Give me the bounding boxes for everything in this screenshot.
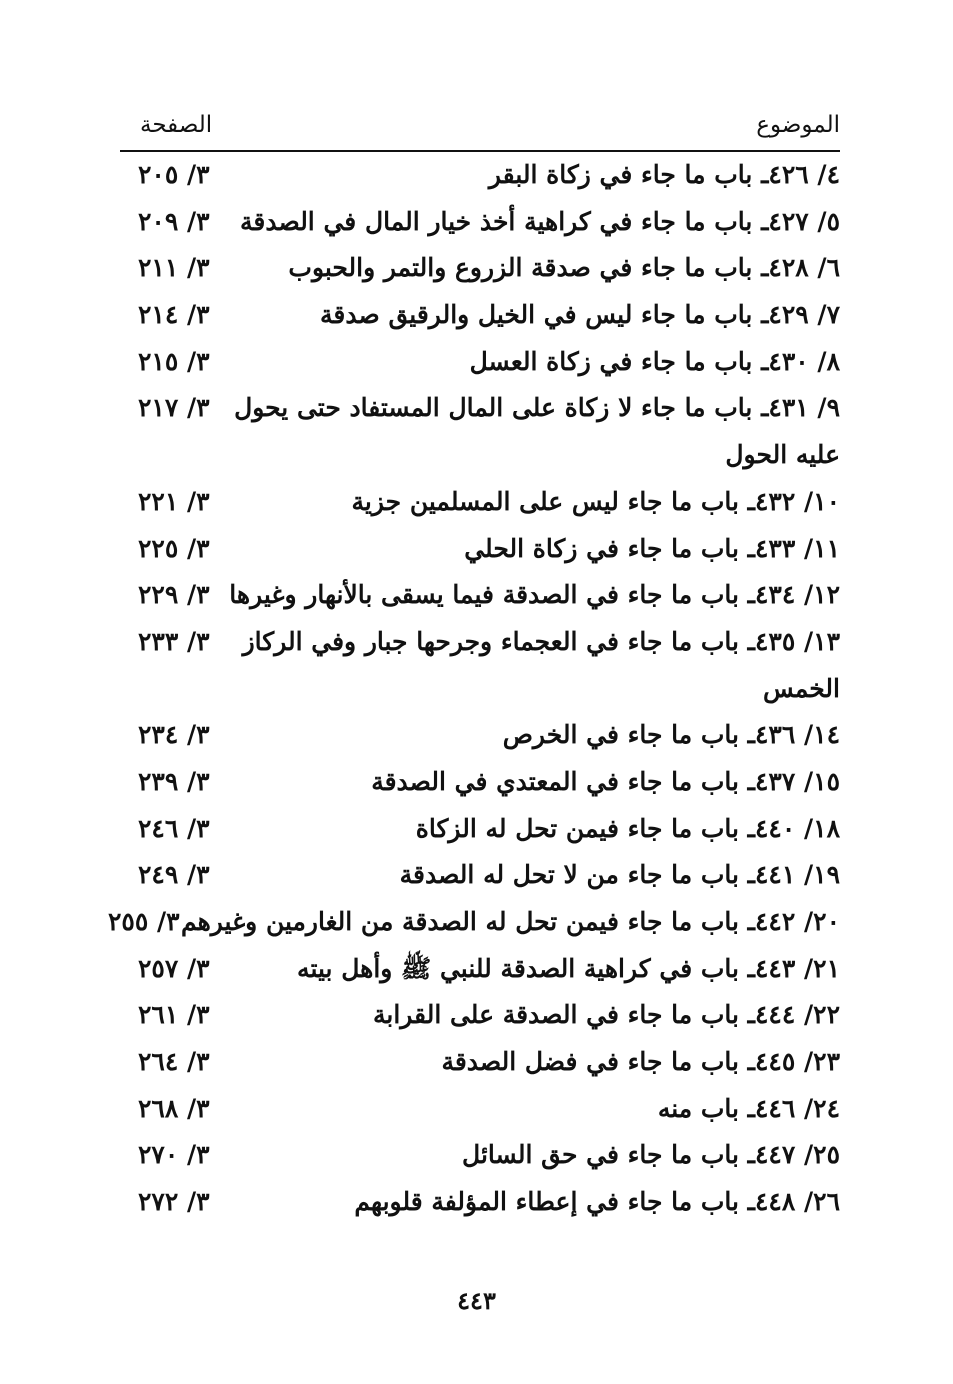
toc-entry-page: ٣/ ٢٥٧ [138,953,210,983]
toc-entry [120,1039,840,1086]
toc-entry-page: ٣/ ٢٢٩ [138,580,210,610]
page-column-heading: الصفحة [140,112,213,138]
toc-entry [120,759,840,806]
toc-entry-title-continuation: عليه الحول [725,440,840,470]
toc-entry [120,946,840,993]
table-of-contents [108,152,840,1226]
toc-entry-page: ٣/ ٢١٥ [138,346,210,376]
toc-entry [120,479,840,526]
page-number: ٤٤٣ [457,1286,496,1315]
toc-entry-title: ١٥/ ٤٣٧ـ باب ما جاء في المعتدي في الصدقة [371,766,840,796]
toc-entry-title: ١٤/ ٤٣٦ـ باب ما جاء في الخرص [502,720,840,750]
toc-entry-page: ٣/ ٢٤٩ [138,860,210,890]
toc-entry-title: ١١/ ٤٣٣ـ باب ما جاء في زكاة الحلي [464,533,840,563]
toc-entry [120,852,840,899]
toc-entry [120,1132,840,1179]
toc-entry [120,806,840,853]
toc-entry-title: ٢٢/ ٤٤٤ـ باب ما جاء في الصدقة على القرابة [372,1000,840,1030]
toc-entry-title: ١٩/ ٤٤١ـ باب ما جاء من لا تحل له الصدقة [399,860,840,890]
toc-entry [120,1086,840,1133]
toc-entry [120,199,840,246]
toc-entry-page: ٣/ ٢٦١ [138,1000,210,1030]
toc-entry-title: ٩/ ٤٣١ـ باب ما جاء لا زكاة على المال المستفاد حتى يحول [234,393,840,423]
toc-entry [120,572,840,619]
toc-entry [120,292,840,339]
toc-entry-title: ٢٤/ ٤٤٦ـ باب منه [657,1093,840,1123]
toc-entry [120,526,840,573]
toc-entry-title: ٨/ ٤٣٠ـ باب ما جاء في زكاة العسل [469,346,840,376]
toc-entry [120,1179,840,1226]
toc-entry-page: ٣/ ٢٥٥ [108,907,180,936]
toc-entry-title: ١٠/ ٤٣٢ـ باب ما جاء ليس على المسلمين جزية [351,486,840,516]
toc-entry-page: ٣/ ٢١٧ [138,393,210,423]
toc-entry-title: ١٨/ ٤٤٠ـ باب ما جاء فيمن تحل له الزكاة [415,813,840,843]
toc-entry-title: ٥/ ٤٢٧ـ باب ما جاء في كراهية أخذ خيار المال في الصدقة [240,206,840,236]
toc-entry-page: ٣/ ٢٧٢ [138,1187,210,1217]
toc-entry [120,619,840,712]
toc-entry-title: ٧/ ٤٢٩ـ باب ما جاء ليس في الخيل والرقيق صدقة [320,300,840,330]
toc-entry-page: ٣/ ٢٠٥ [138,160,210,189]
toc-entry-title: ١٢/ ٤٣٤ـ باب ما جاء في الصدقة فيما يسقى بالأنهار وغيرها [229,580,840,610]
toc-entry [120,245,840,292]
toc-entry-page: ٣/ ٢٣٤ [138,720,210,750]
toc-entry-title: ١٣/ ٤٣٥ـ باب ما جاء في العجماء وجرحها جبار وفي الركاز [242,626,840,656]
toc-header [120,108,840,152]
toc-entry-title: ٤/ ٤٢٦ـ باب ما جاء في زكاة البقر [488,160,840,189]
toc-entry-title: ٢٥/ ٤٤٧ـ باب ما جاء في حق السائل [462,1140,840,1170]
toc-entry [120,339,840,386]
toc-entry-page: ٣/ ٢١٤ [138,300,210,330]
toc-entry [120,992,840,1039]
toc-entry [120,152,840,199]
toc-entry-page: ٣/ ٢١١ [138,253,210,283]
topic-column-heading: الموضوع [756,112,840,138]
toc-entry-page: ٣/ ٢٦٤ [138,1047,210,1077]
toc-entry [120,385,840,478]
toc-entry-page: ٣/ ٢٠٩ [138,206,210,236]
toc-entry-page: ٣/ ٢٦٨ [138,1093,210,1123]
toc-entry [108,899,840,946]
toc-entry-title: ٢٣/ ٤٤٥ـ باب ما جاء في فضل الصدقة [441,1047,840,1077]
toc-entry-title: ٦/ ٤٢٨ـ باب ما جاء في صدقة الزروع والتمر والحبوب [288,253,840,283]
toc-entry-title-continuation: الخمس [762,673,840,703]
toc-entry-title: ٢٦/ ٤٤٨ـ باب ما جاء في إعطاء المؤلفة قلوبهم [354,1187,840,1217]
toc-entry-page: ٣/ ٢٣٣ [138,626,210,656]
toc-entry-title: ٢١/ ٤٤٣ـ باب في كراهية الصدقة للنبي ﷺ وأهل بيته [297,953,840,983]
toc-entry-page: ٣/ ٢٤٦ [138,813,210,843]
toc-entry-page: ٣/ ٢٢٥ [138,533,210,563]
toc-entry-page: ٣/ ٢٢١ [138,486,210,516]
toc-entry-page: ٣/ ٢٧٠ [138,1140,210,1170]
toc-entry-title: ٢٠/ ٤٤٢ـ باب ما جاء فيمن تحل له الصدقة من الغارمين وغيرهم [180,907,840,936]
toc-entry [120,712,840,759]
toc-entry-page: ٣/ ٢٣٩ [138,766,210,796]
